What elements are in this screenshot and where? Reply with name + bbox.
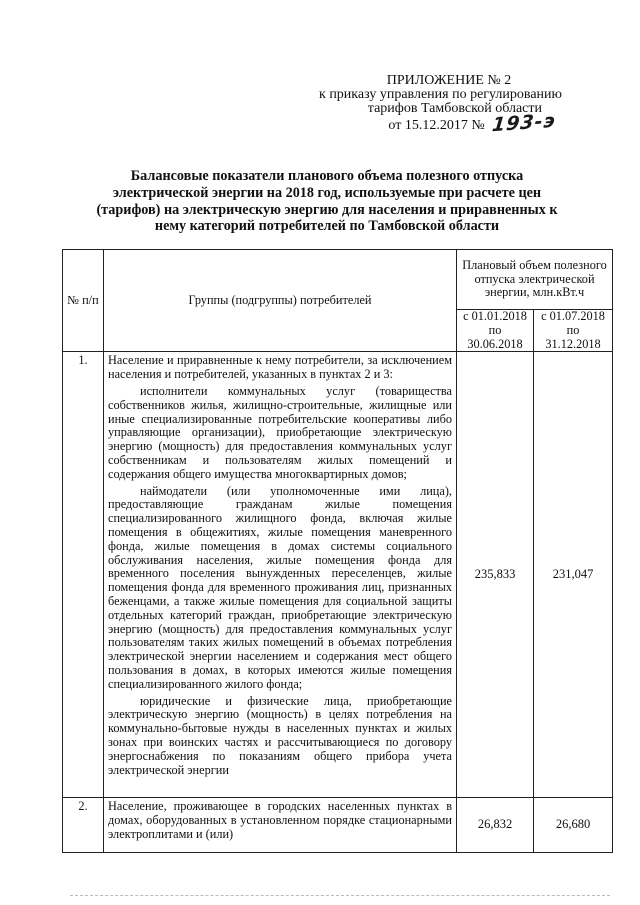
row-number: 1. [63, 352, 104, 798]
appendix-block [302, 73, 562, 137]
table-row [63, 352, 613, 798]
row-number: 2. [63, 798, 104, 853]
header-period-1: с 01.01.2018 по 30.06.2018 [457, 310, 534, 352]
value-period-2: 231,047 [534, 352, 613, 798]
appendix-line-2: тарифов Тамбовской области [367, 101, 542, 116]
header-number: № п/п [63, 250, 104, 352]
row-intro: Население, проживающее в городских населенных пунктах в домах, оборудованных в установленном порядке стационарными электроплитами и (или) [108, 799, 452, 841]
appendix-date: от 15.12.2017 № [388, 118, 485, 133]
header-groups: Группы (подгруппы) потребителей [104, 250, 457, 352]
row-paragraph: юридические и физические лица, приобретающие электрическую энергию (мощность) в целях потребления на коммунально-бытовые нужды в населенных пунктах и жилых зонах при воинских частях и рассчитывающиеся по договору энергоснабжения по показаниям общего прибора учета электрической энергии [108, 693, 452, 777]
appendix-date-line [302, 109, 558, 137]
row-paragraph: наймодатели (или уполномоченные ими лица), предоставляющие гражданам жилые помещения специализированного жилищного фонда, включая жилые помещения в общежитиях, жилые помещения маневренного фонда, жилые помещения в домах системы социального обслуживания населения, жилые помещения фонда для временного поселения вынужденных переселенцев, жилые помещения фонда для временного проживания лиц, признанных беженцами, а также жилые помещения для социальной защиты отдельных категорий граждан, приобретающие электрическую энергию (мощность) для предоставления коммунальных услуг пользователям таких жилых помещений в объемах потребления электрической энергии населением и содержания мест общего пользования в домах, в которых имеются жилые помещения специализированного жилого фонда; [108, 483, 452, 691]
appendix-title: ПРИЛОЖЕНИЕ № 2 [386, 73, 512, 88]
row-paragraph: исполнители коммунальных услуг (товарищества собственников жилья, жилищно-строительные, жилищные или иные специализированные потребительские кооперативы либо управляющие организации), приобретающие электрическую энергию (мощность) для предоставления коммунальных услуг собственникам и пользователям жилых помещений и содержания общего имущества многоквартирных домов; [108, 383, 452, 481]
row-description [104, 352, 457, 798]
order-number-handwritten: 193-э [491, 109, 558, 137]
appendix-line-1: к приказу управления по регулированию [319, 87, 562, 102]
header-period-2: с 01.07.2018 по 31.12.2018 [534, 310, 613, 352]
balance-table [62, 249, 613, 853]
value-period-1: 235,833 [457, 352, 534, 798]
value-period-1: 26,832 [457, 798, 534, 853]
page-bottom-artifact [70, 895, 610, 897]
header-volume: Плановый объем полезного отпуска электрической энергии, млн.кВт.ч [457, 250, 613, 310]
value-period-2: 26,680 [534, 798, 613, 853]
row-intro: Население и приравненные к нему потребители, за исключением населения и потребителей, указанных в пунктах 2 и 3: [108, 353, 452, 382]
document-heading: Балансовые показатели планового объема полезного отпуска электрической энергии на 2018 год, используемые при расчете цен (тарифов) на электрическую энергию для населения и приравненных к нему категорий потребителей по Тамбовской области [96, 168, 558, 235]
table-row [63, 798, 613, 853]
row-description [104, 798, 457, 853]
